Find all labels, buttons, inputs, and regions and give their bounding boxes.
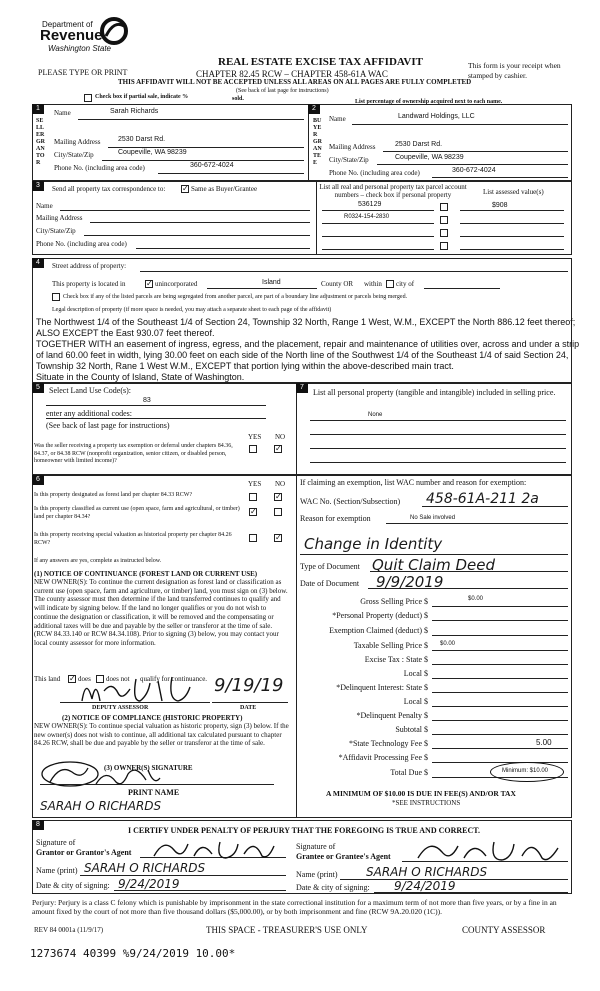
form-chapter: CHAPTER 82.45 RCW – CHAPTER 458-61A WAC (196, 69, 388, 79)
historic-yes-checkbox[interactable] (249, 534, 257, 542)
treasurer-space-label: THIS SPACE - TREASURER'S USE ONLY (206, 925, 368, 935)
s6-yes: YES (248, 480, 262, 488)
tech-fee-label: *State Technology Fee (348, 739, 422, 748)
document-date-label: Date of Document (300, 579, 360, 588)
legal-line-3: TOGETHER WITH an easement of ingress, egress, and the placement, repair and maintenance of utilities over, across and under a strip (36, 339, 580, 349)
does-label: does (78, 675, 91, 683)
s5-yes: YES (248, 433, 262, 441)
city-of-label: city of (396, 280, 415, 288)
current-use-no-checkbox[interactable] (274, 508, 282, 516)
seller-name-label: Name (54, 109, 71, 117)
assessor-date[interactable]: 9/19/19 (214, 675, 284, 696)
seller-side-label: SELLER GRANTOR (36, 118, 45, 166)
current-use-question: Is this property classified as current use (open space, farm and agricultural, or timber) land per chapter 84.34? (34, 506, 240, 520)
receipt-note: This form is your receipt when stamped by cashier. (468, 61, 561, 80)
qualify-label: qualify for continuance. (140, 675, 208, 683)
buyer-side-label: BUYER GRANTEE (313, 118, 322, 166)
parcel-header: List all real and personal property tax parcel account numbers – check box if personal property (319, 183, 467, 199)
delinquent-penalty-label: *Delinquent Penalty (356, 711, 422, 720)
exemption-yes-checkbox[interactable] (249, 445, 257, 453)
gross-currency: $ (424, 597, 428, 606)
section-4-marker: 4 (32, 258, 44, 268)
excise-state-label: Excise Tax : State (364, 655, 422, 664)
assessor-date-label: DATE (240, 705, 257, 711)
wac-label: WAC No. (Section/Subsection) (300, 497, 401, 506)
excise-local-currency: $ (424, 669, 428, 678)
legal-line-2: ALSO EXCEPT the East 930.07 feet thereof. (36, 328, 215, 338)
continuance-body: NEW OWNER(S): To continue the current designation as forest land or classification as current use (open space, farm and agriculture, or timber) land, you must sign on (3) below. The county assessor must then determine if the land transferred continues to qualify and will indicate by signing below. If the land no longer qualifies or you do not wish to continue the designation or classification, it will be removed and the compensating or additional taxes will be due and payable by the seller or transferor at the time of sale. (RCW 84.33.140 or RCW 84.34.108). Prior to signing (3) below, you may contact your local county assessor for more information. (34, 578, 288, 647)
see-instructions-note: *SEE INSTRUCTIONS (392, 799, 461, 807)
affidavit-fee-label: *Affidavit Processing Fee (338, 753, 422, 762)
legal-line-1: The Northwest 1/4 of the Southeast 1/4 of Section 24, Township 32 North, Range 1 West, W.M., EXCEPT the North 886.12 feet thereof; (36, 317, 576, 327)
luc-see-back: (See back of last page for instructions) (46, 421, 170, 430)
tax-correspondence-label: Send all property tax correspondence to: (52, 185, 166, 193)
luc-value[interactable]: 83 (143, 397, 151, 404)
personal-property-checkbox-3[interactable] (440, 229, 448, 237)
forest-no-checkbox[interactable]: ✓ (275, 492, 282, 501)
reason-value[interactable]: No Sale involved (410, 515, 456, 521)
legal-description-label: Legal description of property (if more space is needed, you may attach a separate sheet to each page of the affidavit) (52, 307, 332, 313)
assessed-1[interactable]: $908 (492, 202, 508, 209)
total-due-currency: $ (424, 768, 428, 777)
corr-mail-label: Mailing Address (36, 214, 83, 222)
parcel-2[interactable]: R0324-154-2830 (344, 214, 390, 220)
form-title: REAL ESTATE EXCISE TAX AFFIDAVIT (218, 56, 423, 68)
personal-deduct-label: *Personal Property (deduct) (332, 611, 422, 620)
wac-value[interactable]: 458-61A-211 2a (426, 491, 539, 507)
personal-property-label: List all personal property (tangible and intangible) included in selling price. (313, 388, 556, 397)
personal-property-checkbox-2[interactable] (440, 216, 448, 224)
buyer-name-label: Name (329, 115, 346, 123)
grantee-agent-label: Grantee or Grantee's Agent (296, 852, 391, 861)
excise-state-currency: $ (424, 655, 428, 664)
total-due-value[interactable]: Minimum: $10.00 (502, 768, 549, 774)
taxable-label: Taxable Selling Price (353, 641, 422, 650)
buyer-mail[interactable]: 2530 Darst Rd. (395, 141, 443, 148)
buyer-mail-label: Mailing Address (329, 143, 376, 151)
see-back-note: (See back of last page for instructions) (236, 88, 329, 94)
tech-fee-currency: $ (424, 739, 428, 748)
reason-handwritten[interactable]: Change in Identity (304, 535, 443, 553)
revenue-wordmark: Revenue (40, 27, 103, 44)
gross-label: Gross Selling Price (360, 597, 422, 606)
continuance-title: (1) NOTICE OF CONTINUANCE (FOREST LAND OR CURRENT USE) (34, 570, 258, 578)
seller-phone[interactable]: 360-672-4024 (190, 162, 234, 169)
county-or-label: County OR (321, 280, 354, 288)
section-3-marker: 3 (32, 181, 44, 191)
sold-label: sold. (232, 96, 244, 102)
personal-deduct-currency: $ (424, 611, 428, 620)
tech-fee-value[interactable]: 5.00 (536, 738, 552, 747)
historic-no-checkbox[interactable]: ✓ (275, 533, 282, 542)
grantor-date-value[interactable]: 9/24/2019 (118, 877, 180, 891)
deputy-assessor-label: DEPUTY ASSESSOR (92, 705, 149, 711)
section-5-marker: 5 (32, 383, 44, 393)
grantor-agent-label: Grantor or Grantor's Agent (36, 848, 132, 857)
buyer-name[interactable]: Landward Holdings, LLC (398, 113, 475, 120)
subtotal-currency: $ (424, 725, 428, 734)
delinquent-interest-currency: $ (424, 683, 428, 692)
compliance-body: NEW OWNER(S): To continue special valuation as historic property, sign (3) below. If the new owner(s) does not wish to continue, all additional tax calculated pursuant to chapter 84.26 RCW, shall be due and payable by the seller or transferor at the time of sale. (34, 722, 289, 748)
buyer-phone[interactable]: 360-672-4024 (452, 167, 496, 174)
owner-print-name[interactable]: SARAH O RICHARDS (40, 799, 162, 813)
within-label: within (364, 280, 382, 288)
delinquent-interest-label: *Delinquent Interest: State (336, 683, 422, 692)
partial-sale-checkbox[interactable] (84, 94, 92, 102)
document-type-label: Type of Document (300, 562, 360, 571)
luc-label: Select Land Use Code(s): (49, 386, 131, 395)
section-1-marker: 1 (32, 104, 44, 114)
personal-property-value[interactable]: None (368, 412, 383, 418)
unincorporated-label: unincorporated (155, 280, 198, 288)
form-revision: REV 84 0001a (11/9/17) (34, 926, 104, 934)
located-label: This property is located in (52, 280, 126, 288)
personal-property-checkbox-4[interactable] (440, 242, 448, 250)
s6-no: NO (275, 480, 286, 488)
print-name-label: PRINT NAME (128, 788, 180, 797)
claim-exemption-label: If claiming an exemption, list WAC number and reason for exemption: (300, 478, 527, 487)
dept-line: Department of (42, 20, 93, 29)
legal-line-5: Township 32 North, Rane 1 West W.M., EXCEPT that portion lying within the above-described main tract. (36, 361, 454, 371)
subtotal-label: Subtotal (395, 725, 422, 734)
forest-yes-checkbox[interactable] (249, 493, 257, 501)
exemption-no-checkbox[interactable]: ✓ (275, 444, 282, 453)
seller-phone-label: Phone No. (including area code) (54, 164, 145, 172)
print-note: PLEASE TYPE OR PRINT (38, 68, 128, 77)
within-city-checkbox[interactable] (386, 280, 394, 288)
county-value[interactable]: Island (262, 279, 281, 286)
delinquent-local-currency: $ (424, 697, 428, 706)
seller-mail-label: Mailing Address (54, 138, 101, 146)
additional-codes-label: enter any additional codes: (46, 409, 132, 418)
this-land-label: This land (34, 675, 61, 683)
buyer-city[interactable]: Coupeville, WA 98239 (395, 154, 464, 161)
section-2-marker: 2 (308, 104, 320, 114)
seller-mail[interactable]: 2530 Darst Rd. (118, 136, 166, 143)
assessed-header: List assessed value(s) (483, 188, 544, 196)
minimum-due-note: A MINIMUM OF $10.00 IS DUE IN FEE(S) AND/OR TAX (326, 789, 516, 798)
forest-land-question: Is this property designated as forest land per chapter 84.33 RCW? (34, 492, 193, 498)
certify-statement: I CERTIFY UNDER PENALTY OF PERJURY THAT THE FOREGOING IS TRUE AND CORRECT. (128, 826, 481, 835)
exemption-claimed-currency: $ (424, 626, 428, 635)
assessor-signature (78, 671, 208, 709)
gross-value[interactable]: $0.00 (468, 596, 484, 602)
grantor-name-value[interactable]: SARAH O RICHARDS (84, 861, 206, 875)
personal-property-checkbox-1[interactable] (440, 203, 448, 211)
legal-line-6: Situate in the County of Island, State of Washington. (36, 372, 245, 382)
affidavit-fee-currency: $ (424, 753, 428, 762)
corr-name-label: Name (36, 202, 53, 210)
s5-no: NO (275, 433, 286, 441)
corr-phone-label: Phone No. (including area code) (36, 240, 127, 248)
grantor-name-label: Name (print) (36, 866, 78, 875)
unincorporated-checkbox[interactable]: ✓ (146, 279, 153, 288)
grantee-name-label: Name (print) (296, 870, 338, 879)
grantee-name-value[interactable]: SARAH O RICHARDS (366, 865, 488, 879)
same-as-buyer-label: Same as Buyer/Grantee (191, 185, 258, 193)
street-address-label: Street address of property: (52, 262, 127, 270)
corr-city-label: City/State/Zip (36, 227, 76, 235)
document-date-value[interactable]: 9/9/2019 (376, 573, 444, 591)
owner-signature-title: (3) OWNER(S) SIGNATURE (104, 764, 193, 772)
cashier-stamp: 1273674 40399 %9/24/2019 10.00* (30, 947, 236, 960)
section-8-marker: 8 (32, 820, 44, 830)
segregation-checkbox[interactable] (52, 293, 60, 301)
grantor-signature (150, 836, 280, 862)
delinquent-local-label: Local (403, 697, 422, 706)
seller-city[interactable]: Coupeville, WA 98239 (118, 149, 187, 156)
excise-local-label: Local (403, 669, 422, 678)
segregation-label: Check box if any of the listed parcels are being segregated from another parcel, are part of a boundary line adjustment or parcels being merged. (63, 294, 408, 300)
does-checkbox[interactable]: ✓ (69, 674, 76, 683)
exemption-question: Was the seller receiving a property tax exemption or deferral under chapters 84.36, 84.37, or 84.38 RCW (nonprofit organization, senior citizen, or disabled person, homeowner with limited income)? (34, 443, 233, 465)
buyer-city-label: City/State/Zip (329, 156, 369, 164)
grantee-signature (414, 836, 564, 866)
grantee-date-label: Date & city of signing: (296, 883, 370, 892)
current-use-yes-checkbox[interactable]: ✓ (250, 507, 257, 516)
perjury-notice: Perjury: Perjury is a class C felony which is punishable by imprisonment in the state correctional institution for a maximum term of not more than five years, or by a fine in an amount fixed by the court of not more than five thousand dollars ($5,000.00), or by both imprisonment and fine (RCW 9A.20.020 (1C)). (32, 898, 557, 916)
taxable-value[interactable]: $0.00 (440, 641, 456, 647)
county-assessor-label: COUNTY ASSESSOR (462, 925, 546, 935)
parcel-1[interactable]: 536129 (358, 201, 382, 208)
reason-label: Reason for exemption (300, 514, 371, 523)
document-type-value[interactable]: Quit Claim Deed (372, 556, 496, 574)
seller-city-label: City/State/Zip (54, 151, 94, 159)
does-not-label: does not (106, 675, 130, 683)
grantee-date-value[interactable]: 9/24/2019 (394, 879, 456, 893)
buyer-phone-label: Phone No. (including area code) (329, 169, 420, 177)
grantor-signature-label: Signature of (36, 838, 76, 847)
same-as-buyer-checkbox[interactable]: ✓ (182, 184, 189, 193)
revenue-logo-icon (98, 16, 130, 46)
not-accepted-note: THIS AFFIDAVIT WILL NOT BE ACCEPTED UNLESS ALL AREAS ON ALL PAGES ARE FULLY COMPLETED (118, 78, 472, 86)
grantor-date-label: Date & city of signing: (36, 881, 110, 890)
section-6-marker: 6 (32, 475, 44, 485)
answers-yes-note: If any answers are yes, complete as instructed below. (34, 558, 162, 564)
taxable-currency: $ (424, 641, 428, 650)
delinquent-penalty-currency: $ (424, 711, 428, 720)
total-due-label: Total Due (390, 768, 422, 777)
state-line: Washington State (48, 44, 112, 53)
section-7-marker: 7 (296, 383, 308, 393)
owner-signature (36, 758, 166, 790)
legal-line-4: of land 60.00 feet in width, lying 30.00 feet on each side of the North line of the Southwest 1/4 of the Southeast 1/4 of said Section 24, (36, 350, 569, 360)
compliance-title: (2) NOTICE OF COMPLIANCE (HISTORIC PROPERTY) (62, 714, 243, 722)
grantee-signature-label: Signature of (296, 842, 336, 851)
historic-question: Is this property receiving special valuation as historical property per chapter 84.26 RCW? (34, 532, 232, 546)
partial-sale-label: Check box if partial sale, indicate % (95, 94, 189, 100)
seller-name[interactable]: Sarah Richards (110, 108, 159, 115)
exemption-claimed-label: Exemption Claimed (deduct) (329, 626, 422, 635)
ownership-note: List percentage of ownership acquired next to each name. (355, 99, 503, 105)
